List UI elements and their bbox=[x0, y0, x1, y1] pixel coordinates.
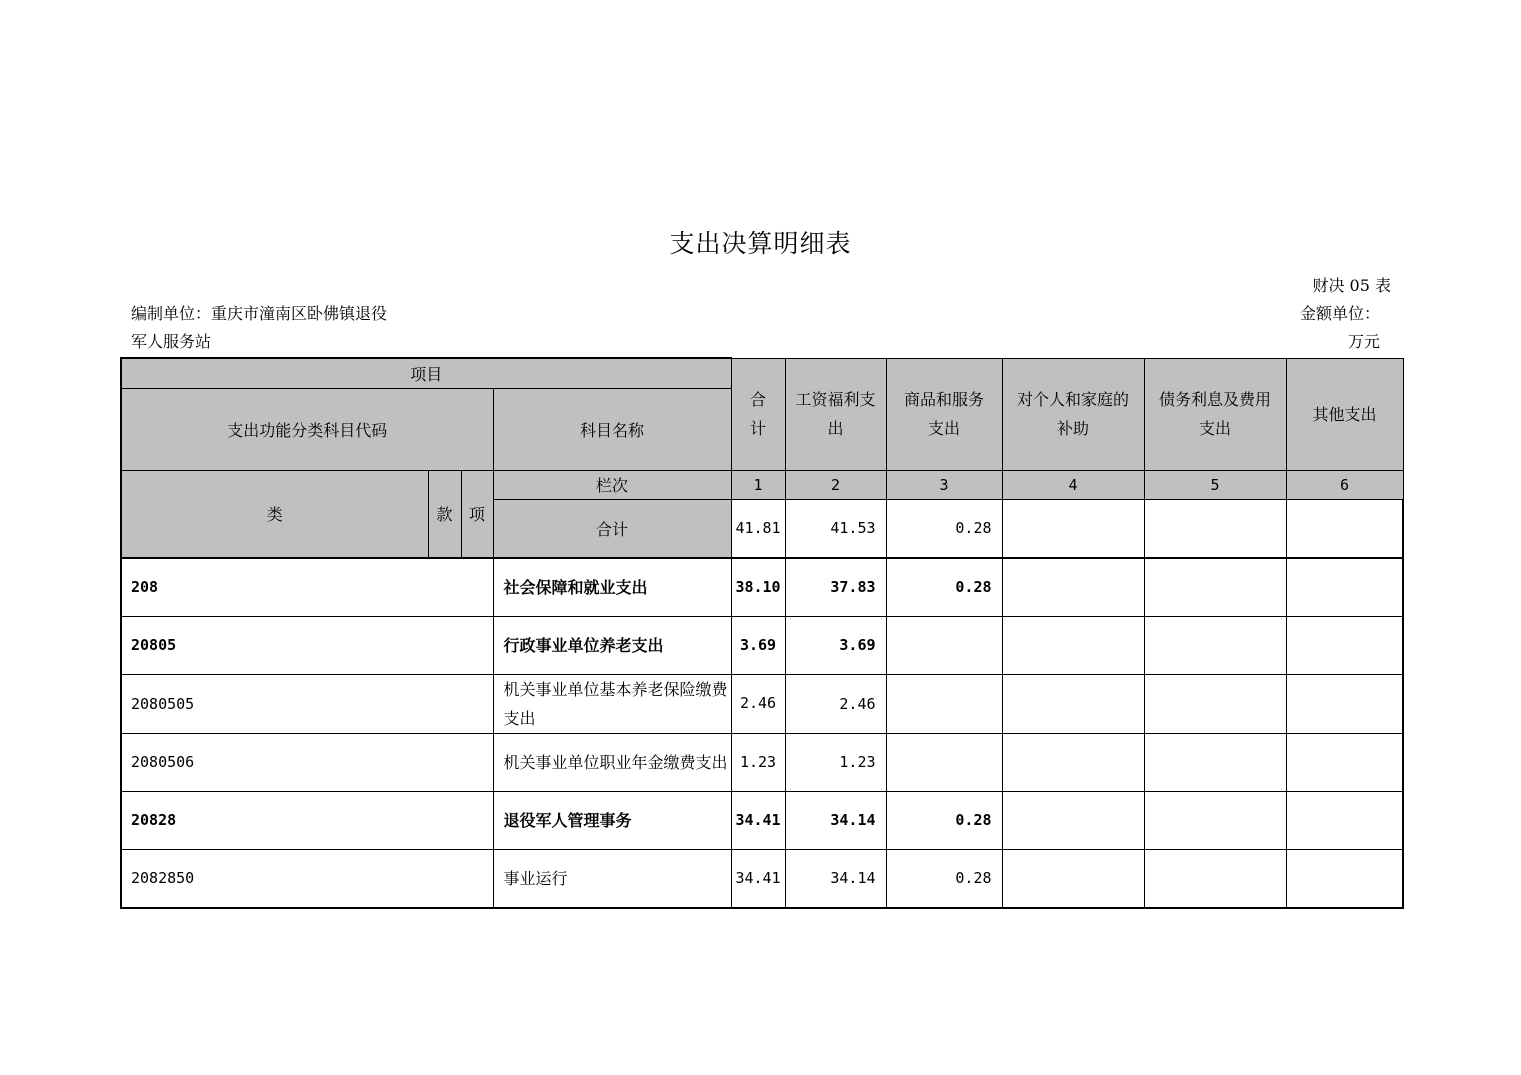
header-subject-name: 科目名称 bbox=[493, 388, 731, 470]
sum-value-1: 41.81 bbox=[731, 499, 785, 558]
row-value-3 bbox=[886, 674, 1002, 733]
row-value-6 bbox=[1286, 791, 1403, 849]
row-value-1: 38.10 bbox=[731, 558, 785, 617]
seq-5: 5 bbox=[1144, 470, 1286, 499]
sum-value-3: 0.28 bbox=[886, 499, 1002, 558]
row-value-1: 1.23 bbox=[731, 733, 785, 791]
table-row bbox=[121, 616, 1403, 674]
page-title: 支出决算明细表 bbox=[669, 229, 852, 258]
row-value-2: 3.69 bbox=[785, 616, 886, 674]
row-subject-name: 机关事业单位职业年金缴费支出 bbox=[493, 733, 731, 791]
row-subject-name: 退役军人管理事务 bbox=[493, 791, 731, 849]
row-value-6 bbox=[1286, 558, 1403, 617]
seq-6: 6 bbox=[1286, 470, 1403, 499]
row-value-2: 2.46 bbox=[785, 674, 886, 733]
row-code: 2080506 bbox=[121, 733, 493, 791]
row-value-1: 2.46 bbox=[731, 674, 785, 733]
row-value-4 bbox=[1002, 733, 1144, 791]
header-col5-wrap: 债务利息及费用支出 bbox=[1159, 390, 1272, 438]
row-value-2: 37.83 bbox=[785, 558, 886, 617]
sum-label: 合计 bbox=[493, 499, 731, 558]
row-value-3: 0.28 bbox=[886, 558, 1002, 617]
header-col4-wrap: 对个人和家庭的补助 bbox=[1017, 390, 1130, 438]
seq-4: 4 bbox=[1002, 470, 1144, 499]
header-col3 bbox=[886, 358, 1002, 470]
compiling-unit bbox=[131, 300, 387, 356]
table-row bbox=[121, 733, 1403, 791]
table-row bbox=[121, 791, 1403, 849]
row-value-4 bbox=[1002, 616, 1144, 674]
header-section: 款 bbox=[428, 470, 461, 558]
row-value-3: 0.28 bbox=[886, 849, 1002, 908]
header-total-wrap: 合计 bbox=[750, 390, 767, 438]
expenditure-detail-table bbox=[120, 357, 1404, 909]
row-code: 20828 bbox=[121, 791, 493, 849]
row-value-1: 34.41 bbox=[731, 791, 785, 849]
header-col2 bbox=[785, 358, 886, 470]
row-value-2: 34.14 bbox=[785, 791, 886, 849]
header-col3-wrap: 商品和服务支出 bbox=[904, 390, 985, 438]
header-column-seq: 栏次 bbox=[493, 470, 731, 499]
row-value-4 bbox=[1002, 674, 1144, 733]
form-number: 财决 05 表 bbox=[1312, 276, 1391, 295]
row-value-3 bbox=[886, 616, 1002, 674]
header-col2-wrap: 工资福利支出 bbox=[795, 390, 876, 438]
row-value-3: 0.28 bbox=[886, 791, 1002, 849]
row-value-5 bbox=[1144, 558, 1286, 617]
seq-1: 1 bbox=[731, 470, 785, 499]
compiling-unit-line-2: 军人服务站 bbox=[131, 332, 212, 351]
header-col6: 其他支出 bbox=[1286, 358, 1403, 470]
row-value-1: 3.69 bbox=[731, 616, 785, 674]
amount-unit bbox=[1300, 300, 1380, 356]
seq-3: 3 bbox=[886, 470, 1002, 499]
row-value-2: 1.23 bbox=[785, 733, 886, 791]
row-subject-name: 机关事业单位基本养老保险缴费支出 bbox=[493, 674, 731, 733]
header-col5 bbox=[1144, 358, 1286, 470]
sum-value-2: 41.53 bbox=[785, 499, 886, 558]
table-row bbox=[121, 558, 1403, 617]
row-value-3 bbox=[886, 733, 1002, 791]
row-code: 2082850 bbox=[121, 849, 493, 908]
header-code-group: 支出功能分类科目代码 bbox=[121, 388, 493, 470]
sum-value-6 bbox=[1286, 499, 1403, 558]
header-item: 项 bbox=[461, 470, 493, 558]
row-value-6 bbox=[1286, 733, 1403, 791]
row-value-1: 34.41 bbox=[731, 849, 785, 908]
amount-unit-line-2: 万元 bbox=[1347, 332, 1380, 351]
row-value-5 bbox=[1144, 733, 1286, 791]
header-total bbox=[731, 358, 785, 470]
compiling-unit-line-1: 编制单位：重庆市潼南区卧佛镇退役 bbox=[131, 304, 388, 323]
row-code: 2080505 bbox=[121, 674, 493, 733]
row-value-6 bbox=[1286, 674, 1403, 733]
header-project: 项目 bbox=[121, 358, 731, 388]
row-value-6 bbox=[1286, 849, 1403, 908]
row-value-5 bbox=[1144, 616, 1286, 674]
header-class: 类 bbox=[121, 470, 428, 558]
amount-unit-line-1: 金额单位： bbox=[1299, 304, 1380, 323]
row-value-4 bbox=[1002, 791, 1144, 849]
row-value-5 bbox=[1144, 674, 1286, 733]
seq-2: 2 bbox=[785, 470, 886, 499]
row-subject-name: 社会保障和就业支出 bbox=[493, 558, 731, 617]
sum-value-4 bbox=[1002, 499, 1144, 558]
row-value-4 bbox=[1002, 558, 1144, 617]
row-subject-name: 行政事业单位养老支出 bbox=[493, 616, 731, 674]
row-value-2: 34.14 bbox=[785, 849, 886, 908]
row-value-5 bbox=[1144, 849, 1286, 908]
row-value-6 bbox=[1286, 616, 1403, 674]
header-col4 bbox=[1002, 358, 1144, 470]
table-row bbox=[121, 674, 1403, 733]
row-code: 208 bbox=[121, 558, 493, 617]
row-code: 20805 bbox=[121, 616, 493, 674]
table-row bbox=[121, 849, 1403, 908]
row-value-4 bbox=[1002, 849, 1144, 908]
sum-value-5 bbox=[1144, 499, 1286, 558]
row-subject-name: 事业运行 bbox=[493, 849, 731, 908]
row-value-5 bbox=[1144, 791, 1286, 849]
